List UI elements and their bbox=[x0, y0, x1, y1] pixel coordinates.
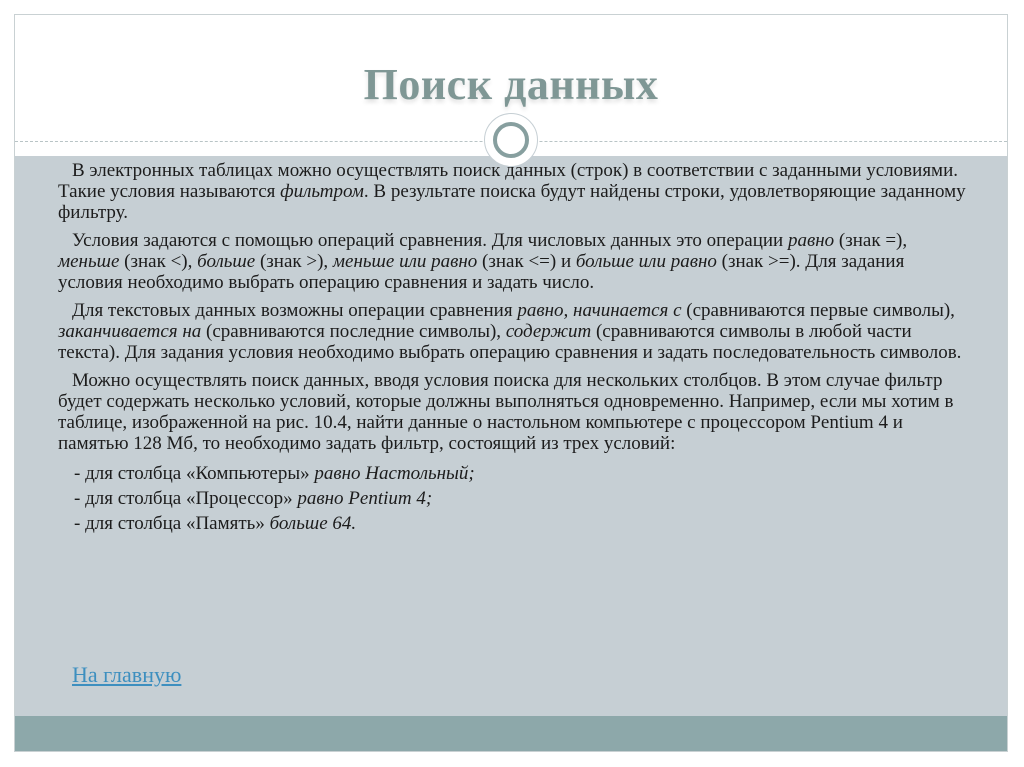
ring-ornament-icon bbox=[484, 113, 538, 167]
p2-text-e: (знак <), bbox=[119, 251, 198, 272]
p3-text-e: (сравниваются последние символы), bbox=[201, 321, 506, 342]
p2-term-less-equal: меньше или равно bbox=[332, 251, 478, 272]
p3-term-equal-starts: равно, начинается с bbox=[517, 300, 682, 321]
p3-text-g: (сравниваются символы в любой части текста). Для задания условия необходимо выбрать операцию сравнения и задать последовательность символов. bbox=[58, 321, 962, 363]
page-title: Поиск данных bbox=[363, 60, 659, 109]
p2-text-k: (знак >=). Для задания условия необходимо выбрать операцию сравнения и задать число. bbox=[58, 251, 905, 293]
condition-value: равно Настольный; bbox=[314, 463, 475, 484]
p2-text-g: (знак >), bbox=[255, 251, 333, 272]
p2-term-greater-equal: больше или равно bbox=[575, 251, 717, 272]
condition-processor bbox=[58, 486, 966, 511]
condition-label: - для столбца «Компьютеры» bbox=[74, 463, 315, 484]
p2-term-greater: больше bbox=[197, 251, 256, 272]
condition-label: - для столбца «Память» bbox=[74, 513, 270, 534]
p1-term-filter: фильтром bbox=[280, 181, 364, 202]
p1-text-a: В электронных таблицах можно осуществлять поиск данных (строк) в соответствии с заданными условиями. Такие условия называются bbox=[58, 160, 958, 202]
p3-term-contains: содержит bbox=[505, 321, 592, 342]
condition-value: больше 64. bbox=[269, 513, 357, 534]
p2-text-i: (знак <=) и bbox=[477, 251, 576, 272]
paragraph-2 bbox=[58, 230, 966, 293]
p2-text-c: (знак =), bbox=[834, 230, 908, 251]
paragraph-3 bbox=[58, 300, 966, 363]
p2-term-equal: равно bbox=[787, 230, 835, 251]
bottom-band bbox=[15, 716, 1007, 752]
condition-label: - для столбца «Процессор» bbox=[74, 488, 298, 509]
p2-text-a: Условия задаются с помощью операций сравнения. Для числовых данных это операции bbox=[72, 230, 788, 251]
p2-term-less: меньше bbox=[58, 251, 120, 272]
paragraph-4: Можно осуществлять поиск данных, вводя условия поиска для нескольких столбцов. В этом случае фильтр будет содержать несколько условий, которые должны выполняться одновременно. Например, если мы хотим в таблице, изображенной на рис. 10.4, найти данные о настольном компьютере с процессором Pentium 4 и памятью 128 Мб, то необходимо задать фильтр, состоящий из трех условий: bbox=[58, 370, 954, 454]
condition-value: равно Pentium 4; bbox=[297, 488, 433, 509]
p3-text-c: (сравниваются первые символы), bbox=[681, 300, 955, 321]
p1-text-c: . В результате поиска будут найдены строки, удовлетворяющие заданному фильтру. bbox=[58, 181, 966, 223]
condition-memory bbox=[58, 511, 966, 536]
home-link[interactable]: На главную bbox=[72, 662, 182, 687]
p3-text-a: Для текстовых данных возможны операции сравнения bbox=[72, 300, 518, 321]
body-text bbox=[58, 160, 966, 536]
paragraph-1 bbox=[58, 160, 966, 223]
condition-computers bbox=[58, 461, 966, 486]
ring-inner-icon bbox=[493, 122, 529, 158]
p3-term-ends: заканчивается на bbox=[58, 321, 202, 342]
